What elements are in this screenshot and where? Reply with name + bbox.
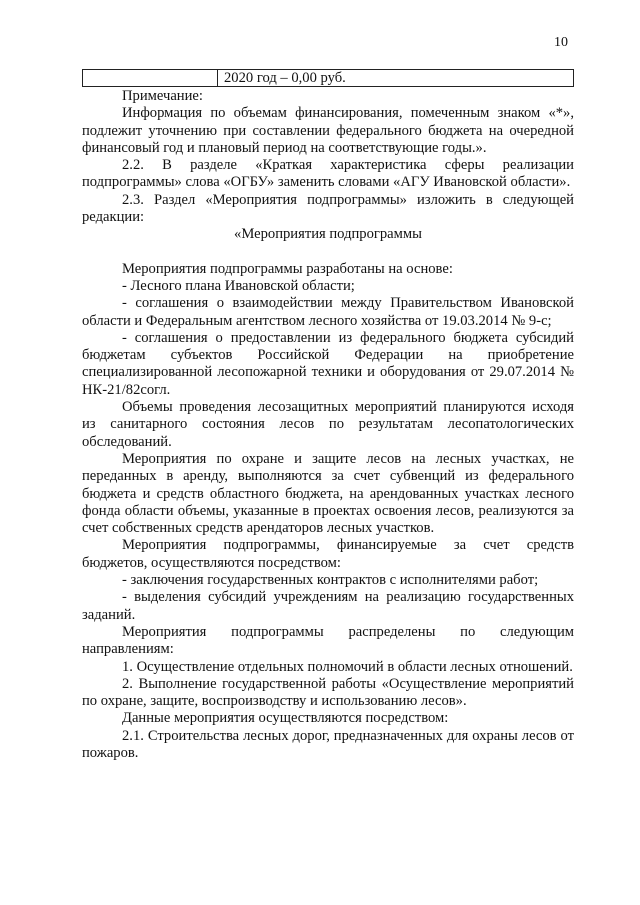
- paragraph: Мероприятия подпрограммы, финансируемые за счет средств бюджетов, осуществляются посредством:: [82, 537, 574, 571]
- paragraph: Данные мероприятия осуществляются посредством:: [122, 710, 449, 727]
- basis-item: - Лесного плана Ивановской области;: [122, 277, 355, 294]
- list-item: - выделения субсидий учреждениям на реализацию государственных заданий.: [82, 589, 574, 623]
- item-2-3: 2.3. Раздел «Мероприятия подпрограммы» изложить в следующей редакции:: [82, 191, 574, 226]
- paragraph: Мероприятия по охране и защите лесов на лесных участках, не переданных в аренду, выполняются за счет субвенций из федерального бюджета и средств областного бюджета, на арендованных участках лесного фонда области объемы, указанные в проектах освоения лесов, реализуются за счет собственных средств арендаторов лесных участков.: [82, 450, 574, 537]
- paragraph: Мероприятия подпрограммы распределены по следующим направлениям:: [82, 623, 574, 658]
- table-cell-value: 2020 год – 0,00 руб.: [224, 70, 346, 86]
- table-cell-empty: [83, 70, 218, 86]
- paragraph: Объемы проведения лесозащитных мероприятий планируются исходя из санитарного состояния лесов по результатам лесопатологических обследований.: [82, 399, 574, 450]
- list-item: 2.1. Строительства лесных дорог, предназначенных для охраны лесов от пожаров.: [82, 727, 574, 761]
- basis-item: - соглашения о предоставлении из федерального бюджета субсидий бюджетам субъектов Российской Федерации на приобретение специализированной лесопожарной техники и оборудования от 29.07.2014 № НК-21/82согл.: [82, 329, 574, 398]
- note-text: Информация по объемам финансирования, помеченным знаком «*», подлежит уточнению при составлении федерального бюджета на очередной финансовый год и плановый период на соответствующие годы.».: [82, 105, 574, 156]
- basis-intro: Мероприятия подпрограммы разработаны на основе:: [122, 260, 453, 277]
- list-item: 1. Осуществление отдельных полномочий в области лесных отношений.: [122, 658, 573, 675]
- list-item: - заключения государственных контрактов с исполнителями работ;: [122, 572, 539, 589]
- basis-item: - соглашения о взаимодействии между Правительством Ивановской области и Федеральным агентством лесного хозяйства от 19.03.2014 № 9-с;: [82, 295, 574, 329]
- financing-table-row: [82, 69, 574, 87]
- note-heading: Примечание:: [122, 88, 203, 104]
- section-title: «Мероприятия подпрограммы: [234, 226, 422, 243]
- page-number: 10: [554, 35, 568, 50]
- document-body: [82, 88, 574, 762]
- item-2-2: 2.2. В разделе «Краткая характеристика сферы реализации подпрограммы» слова «ОГБУ» заменить словами «АГУ Ивановской области».: [82, 157, 574, 191]
- list-item: 2. Выполнение государственной работы «Осуществление мероприятий по охране, защите, воспроизводству и использованию лесов».: [82, 675, 574, 710]
- spacer: [82, 244, 574, 261]
